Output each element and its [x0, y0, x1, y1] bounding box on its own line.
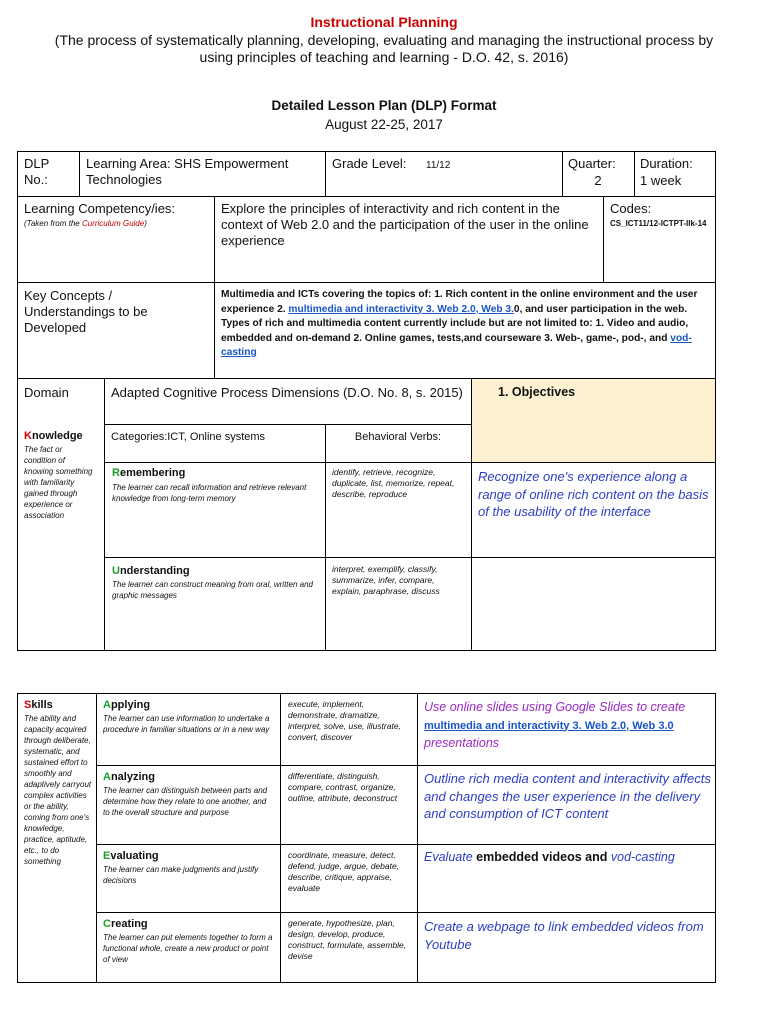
understanding-description: The learner can construct meaning from oral, written and graphic messages [112, 580, 313, 600]
creating-objective: Create a webpage to link embedded videos from Youtube [424, 919, 704, 952]
curriculum-guide-ref: Curriculum Guide [81, 219, 145, 228]
applying-objective: Use online slides using Google Slides to create multimedia and interactivity 3. Web 2.0, Web 3.0 presentations [424, 700, 686, 750]
competency-text: Explore the principles of interactivity and rich content in the context of Web 2.0 and the participation of the user in the online experience [221, 201, 589, 248]
analyzing-verbs: differentiate, distinguish, compare, contrast, organize, outline, attribute, deconstruct [288, 771, 398, 803]
key-concepts-label: Key Concepts / Understandings to be Developed [24, 288, 148, 335]
codes-value: CS_ICT11/12-ICTPT-IIk-14 [610, 219, 707, 228]
evaluating-objective: Evaluate embedded videos and vod-casting [424, 850, 675, 864]
understanding-heading: Understanding [112, 565, 190, 577]
cognitive-dimensions-label: Adapted Cognitive Process Dimensions (D.O. No. 8, s. 2015) [111, 385, 463, 400]
quarter-value: 2 [594, 173, 602, 188]
grade-level-label: Grade Level: [332, 156, 407, 171]
learning-area: Learning Area: SHS Empowerment Technologies [86, 156, 289, 187]
key-concepts-text: Multimedia and ICTs covering the topics of: 1. Rich content in the online environment and the user experience 2. multimedia and interactivity 3. Web 2.0, Web 3.0, and user participation in the web. Types of rich and multimedia content currently include but are not limited to: 1. Video and audio, embedded and on-demand 2. Online games, tests,and courseware 3. Web-, game-, pod-, and vod-casting [221, 289, 698, 358]
evaluating-description: The learner can make judgments and justify decisions [103, 865, 259, 885]
key-concepts-link-1[interactable]: multimedia and interactivity 3. Web 2.0, Web 3. [288, 303, 514, 315]
page-title: Instructional Planning [310, 14, 458, 30]
remembering-verbs: identify, retrieve, recognize, duplicate, list, memorize, repeat, describe, reproduce [332, 467, 455, 499]
skills-description: The ability and capacity acquired through deliberate, systematic, and sustained effort to smoothly and adaptively carryout complex activities or the ability, coming from one's knowledge, practice, aptitude, etc., to do something [24, 714, 92, 866]
evaluating-heading: Evaluating [103, 850, 159, 862]
analyzing-objective: Outline rich media content and interactivity affects and changes the user experience in the delivery and consumption of ICT content [424, 771, 711, 821]
remembering-description: The learner can recall information and retrieve relevant knowledge from long-term memory [112, 483, 307, 503]
understanding-verbs: interpret, exemplify, classify, summarize, infer, compare, explain, paraphrase, discuss [332, 564, 440, 596]
applying-description: The learner can use information to undertake a procedure in familiar situations or in a new way [103, 714, 270, 734]
objectives-label: 1. Objectives [498, 385, 576, 399]
duration-label: Duration: [640, 156, 693, 171]
dlp-date: August 22-25, 2017 [325, 117, 443, 132]
codes-label: Codes: [610, 201, 652, 216]
page-subtitle: (The process of systematically planning, developing, evaluating and managing the instructional process by using principles of teaching and learning - D.O. 42, s. 2016) [54, 32, 714, 65]
key-concepts-link-2[interactable]: vod-casting [221, 332, 692, 358]
dlp-format-title: Detailed Lesson Plan (DLP) Format [271, 98, 497, 113]
remembering-heading: Remembering [112, 467, 186, 479]
duration-value: 1 week [640, 173, 682, 188]
analyzing-description: The learner can distinguish between parts and determine how they relate to one another, and to the overall structure and purpose [103, 786, 268, 817]
quarter-label: Quarter: [568, 156, 616, 171]
applying-objective-link[interactable]: multimedia and interactivity 3. Web 2.0, Web 3.0 [424, 719, 674, 732]
knowledge-description: The fact or condition of knowing something with familiarity gained through experience or association [24, 445, 93, 520]
evaluating-verbs: coordinate, measure, detect, defend, judge, argue, debate, describe, critique, appraise, evaluate [288, 850, 400, 893]
curriculum-note: (Taken from the Curriculum Guide) [24, 219, 147, 228]
creating-verbs: generate, hypothesize, plan, design, develop, produce, construct, formulate, assemble, devise [288, 918, 407, 961]
remembering-objective: Recognize one's experience along a range of online rich content on the basis of the usability of the interface [478, 469, 709, 519]
domain-label: Domain [24, 385, 69, 400]
grade-level-value: 11/12 [426, 160, 451, 171]
skills-heading: Skills [24, 699, 53, 711]
behavioral-verbs-label: Behavioral Verbs: [354, 431, 442, 443]
analyzing-heading: Analyzing [103, 771, 155, 783]
dlp-number-label: DLP No.: [24, 156, 50, 187]
categories-label: Categories:ICT, Online systems [111, 431, 266, 443]
knowledge-heading: Knowledge [24, 430, 83, 442]
creating-heading: Creating [103, 918, 148, 930]
creating-description: The learner can put elements together to form a functional whole, create a new product or point of view [103, 933, 273, 964]
applying-verbs: execute, implement, demonstrate, dramatize, interpret, solve, use, illustrate, convert, discover [288, 699, 401, 742]
applying-heading: Applying [103, 699, 151, 711]
competency-label: Learning Competency/ies: [24, 201, 176, 216]
